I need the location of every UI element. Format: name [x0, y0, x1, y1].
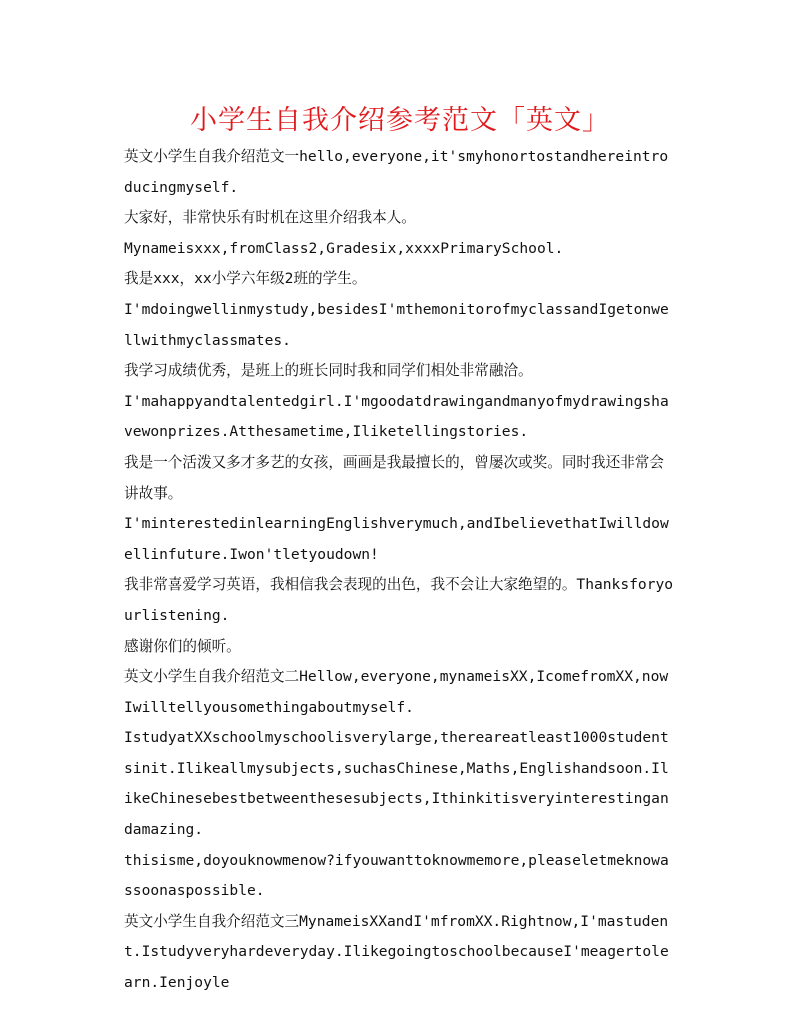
paragraph: IstudyatXXschoolmyschoolisverylarge,thereareatleast1000studentsinit.Ilikeallmysubjects,suchasChinese,Maths,Englishandsoon.IlikeChinesebestbetweenthesesubjects,Ithinkitisveryinterestingandamazing. [124, 729, 669, 839]
document-title: 小学生自我介绍参考范文「英文」 [190, 105, 610, 136]
paragraph: I'minterestedinlearningEnglishverymuch,andIbelievethatIwilldowellinfuture.Iwon'tletyoudown! [124, 515, 669, 563]
paragraph: 我学习成绩优秀，是班上的班长同时我和同学们相处非常融洽。 [124, 362, 533, 380]
paragraph: Mynameisxxx,fromClass2,Gradesix,xxxxPrimarySchool. [124, 239, 564, 257]
paragraph: I'mdoingwellinmystudy,besidesI'mthemonitorofmyclassandIgetonwellwithmyclassmates. [124, 300, 669, 349]
paragraph: 我是一个活泼又多才多艺的女孩，画画是我最擅长的，曾屡次或奖。同时我还非常会讲故事。 [124, 453, 664, 502]
paragraph: 我是xxx，xx小学六年级2班的学生。 [124, 270, 367, 288]
paragraph: 英文小学生自我介绍范文一hello,everyone,it'smyhonortostandhereintroducingmyself. [124, 148, 669, 196]
paragraph: I'mahappyandtalentedgirl.I'mgoodatdrawingandmanyofmydrawingshavewonprizes.Atthesametime,Iliketellingstories. [124, 392, 669, 441]
paragraph: 我非常喜爱学习英语，我相信我会表现的出色，我不会让大家绝望的。Thanksforyourlistening. [124, 576, 674, 624]
paragraph: 英文小学生自我介绍范文二Hellow,everyone,mynameisXX,IcomefromXX,nowIwilltellyousomethingaboutmyself. [124, 668, 669, 716]
paragraph: thisisme,doyouknowmenow?ifyouwanttoknowmemore,pleaseletmeknowassoonaspossible. [124, 851, 669, 900]
paragraph: 大家好，非常快乐有时机在这里介绍我本人。 [124, 209, 416, 227]
paragraph: 英文小学生自我介绍范文三MynameisXXandI'mfromXX.Rightnow,I'mastudent.Istudyveryhardeveryday.IlikegoingtoschoolbecauseI'meagertolearn.Ienjoyle [124, 912, 669, 992]
paragraph: 感谢你们的倾听。 [124, 637, 241, 655]
document-body [124, 142, 676, 999]
